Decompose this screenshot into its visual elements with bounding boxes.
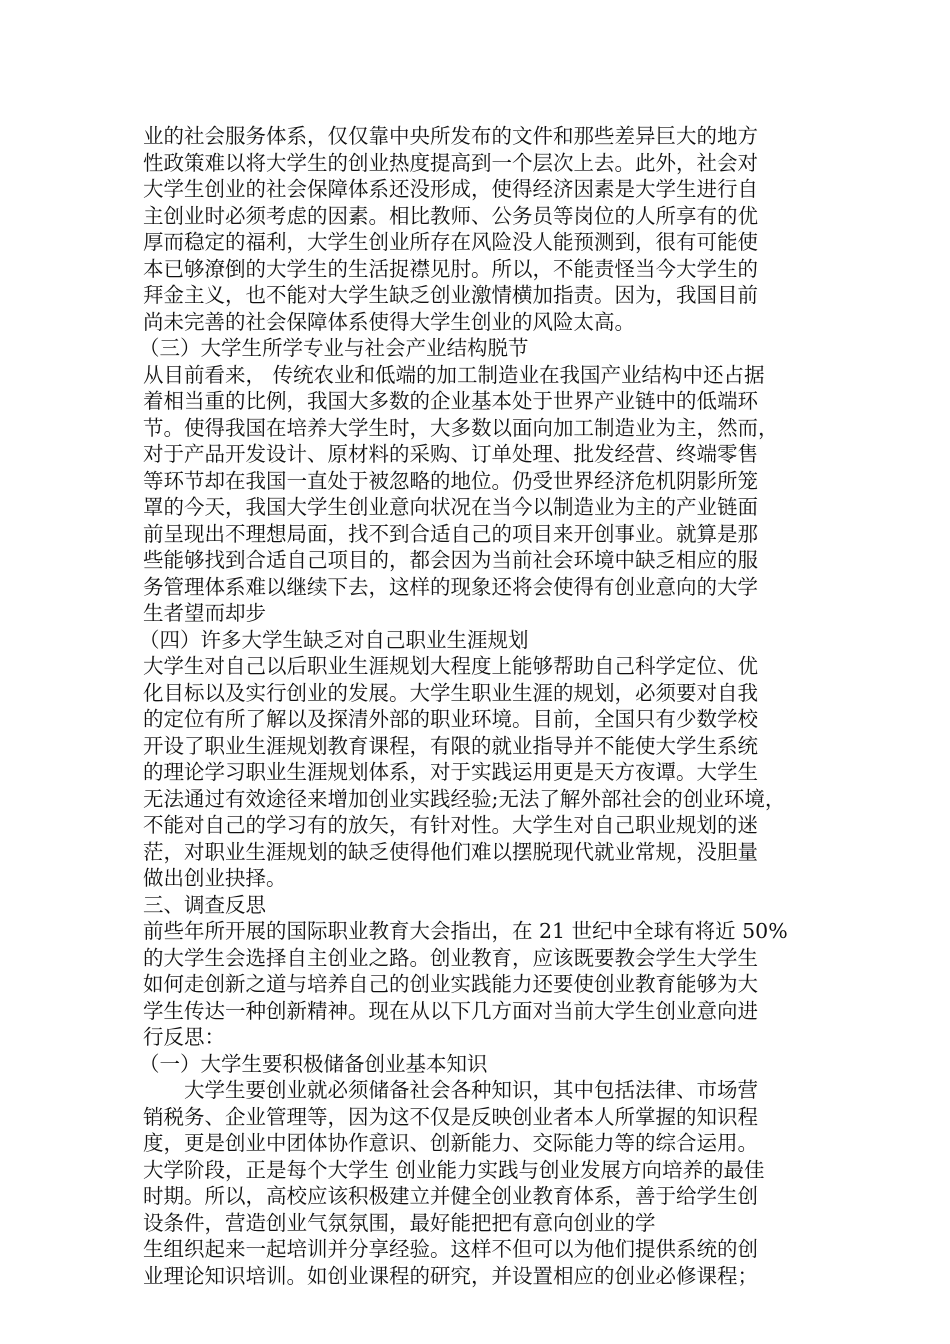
text-line: 行反思： <box>143 1025 225 1049</box>
text-line: 生组织起来一起培训并分享经验。这样不但可以为他们提供系统的创 <box>143 1237 758 1261</box>
text-line: 前呈现出不理想局面，找不到合适自己的项目来开创事业。就算是那 <box>143 521 758 546</box>
text-line: 大学生对自己以后职业生涯规划大程度上能够帮助自己科学定位、优 <box>143 654 758 678</box>
text-line: 务管理体系难以继续下去，这样的现象还将会使得有创业意向的大学 <box>143 574 758 599</box>
text-line: 时期。所以，高校应该积极建立并健全创业教育体系，善于给学生创 <box>143 1184 758 1208</box>
text-line: 开设了职业生涯规划教育课程，有限的就业指导并不能使大学生系统 <box>143 733 758 758</box>
text-line: 尚未完善的社会保障体系使得大学生创业的风险太高。 <box>143 309 635 334</box>
text-line: 生者望而却步 <box>143 601 266 625</box>
text-line: 如何走创新之道与培养自己的创业实践能力还要使创业教育能够为大 <box>143 972 758 996</box>
text-line: 销税务、企业管理等，因为这不仅是反映创业者本人所掌握的知识程 <box>143 1104 758 1129</box>
text-line: 着相当重的比例，我国大多数的企业基本处于世界产业链中的低端环 <box>143 389 758 413</box>
text-line: 无法通过有效途径来增加创业实践经验;无法了解外部社会的创业环境， <box>143 786 786 811</box>
document-body <box>139 123 823 1289</box>
text-line: 罩的今天，我国大学生创业意向状况在当今以制造业为主的产业链面 <box>143 495 758 519</box>
text-line: 厚而稳定的福利，大学生创业所存在风险没人能预测到，很有可能使 <box>143 230 758 254</box>
text-line: 的定位有所了解以及探清外部的职业环境。目前，全国只有少数学校 <box>143 707 758 731</box>
text-line: 本已够潦倒的大学生的生活捉襟见肘。所以，不能责怪当今大学生的 <box>143 256 758 281</box>
text-line: 大学生创业的社会保障体系还没形成，使得经济因素是大学生进行自 <box>143 177 758 201</box>
text-line: 化目标以及实行创业的发展。大学生职业生涯的规划，必须要对自我 <box>143 680 758 705</box>
text-line: 对于产品开发设计、原材料的采购、订单处理、批发经营、终端零售 <box>143 442 758 466</box>
text-line: 前些年所开展的国际职业教育大会指出，在 21 世纪中全球有将近 50% <box>143 919 788 943</box>
text-line: 的大学生会选择自主创业之路。创业教育，应该既要教会学生大学生 <box>143 945 758 970</box>
text-line: 性政策难以将大学生的创业热度提高到一个层次上去。此外，社会对 <box>143 150 758 175</box>
text-line: 业理论知识培训。如创业课程的研究，并设置相应的创业必修课程； <box>143 1263 758 1288</box>
section-heading: （四）许多大学生缺乏对自己职业生涯规划 <box>139 627 529 652</box>
text-line: 设条件，营造创业气氛氛围，最好能把把有意向创业的学 <box>143 1210 656 1235</box>
text-line: 节。使得我国在培养大学生时，大多数以面向加工制造业为主，然而， <box>143 415 779 440</box>
text-line: 不能对自己的学习有的放矢，有针对性。大学生对自己职业规划的迷 <box>143 813 758 837</box>
text-line: 三、调查反思 <box>143 892 266 917</box>
text-line: 大学生要创业就必须储备社会各种知识，其中包括法律、市场营 <box>184 1078 758 1102</box>
text-line: 从目前看来， 传统农业和低端的加工制造业在我国产业结构中还占据 <box>143 362 765 387</box>
text-line: 做出创业抉择。 <box>143 866 287 890</box>
text-line: 大学阶段，正是每个大学生 创业能力实践与创业发展方向培养的最佳 <box>143 1157 765 1182</box>
text-line: 拜金主义，也不能对大学生缺乏创业激情横加指责。因为，我国目前 <box>143 283 758 307</box>
text-line: 业的社会服务体系，仅仅靠中央所发布的文件和那些差异巨大的地方 <box>143 124 758 148</box>
text-line: 学生传达一种创新精神。现在从以下几方面对当前大学生创业意向进 <box>143 998 758 1023</box>
text-line: 些能够找到合适自己项目的，都会因为当前社会环境中缺乏相应的服 <box>143 548 758 572</box>
section-heading: （三）大学生所学专业与社会产业结构脱节 <box>139 336 529 360</box>
text-line: 等环节却在我国一直处于被忽略的地位。仍受世界经济危机阴影所笼 <box>143 468 758 493</box>
text-line: 主创业时必须考虑的因素。相比教师、公务员等岗位的人所享有的优 <box>143 203 758 228</box>
text-line: 的理论学习职业生涯规划体系，对于实践运用更是天方夜谭。大学生 <box>143 760 758 784</box>
text-line: 茫，对职业生涯规划的缺乏使得他们难以摆脱现代就业常规，没胆量 <box>143 839 758 864</box>
section-heading: （一）大学生要积极储备创业基本知识 <box>139 1051 488 1076</box>
text-line: 度，更是创业中团体协作意识、创新能力、交际能力等的综合运用。 <box>143 1131 758 1155</box>
